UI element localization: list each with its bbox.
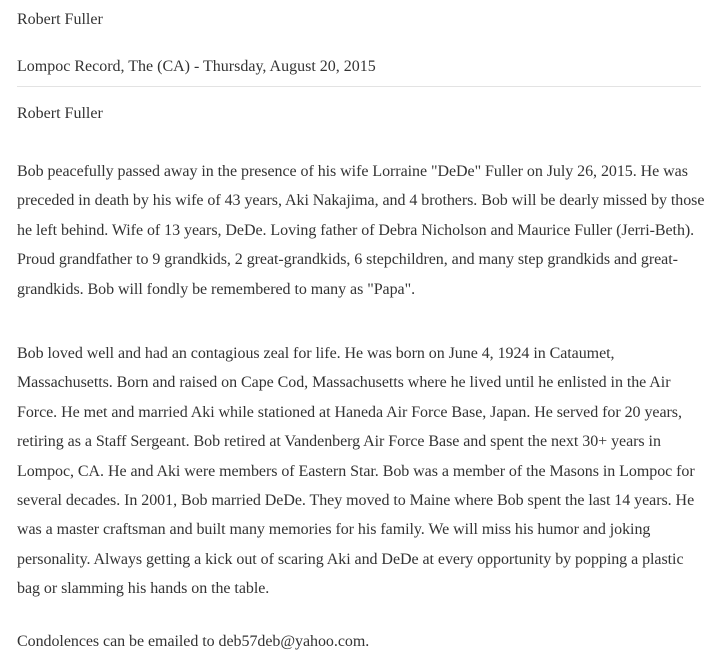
divider [17, 86, 701, 87]
source-line: Lompoc Record, The (CA) - Thursday, August 20, 2015 [17, 58, 376, 75]
article-name: Robert Fuller [17, 105, 103, 122]
paragraph-3: Condolences can be emailed to deb57deb@yahoo.com. [17, 633, 370, 650]
paragraph-2: Bob loved well and had an contagious zeal for life. He was born on June 4, 1924 in Cataumet, Massachusetts. Born and raised on Cape Cod, Massachusetts where he lived until he enlisted in the Air Force. He met and married Aki while stationed at Haneda Air Force Base, Japan. He served for 20 years, retiring as a Staff Sergeant. Bob retired at Vandenberg Air Force Base and spent the next 30+ years in Lompoc, CA. He and Aki were members of Eastern Star. Bob was a member of the Masons in Lompoc for several decades. In 2001, Bob married DeDe. They moved to Maine where Bob spent the last 14 years. He was a master craftsman and built many memories for his family. We will miss his humor and joking personality. Always getting a kick out of scaring Aki and DeDe at every opportunity by popping a plastic bag or slamming his hands on the table. [17, 345, 695, 598]
header-title: Robert Fuller [17, 11, 103, 28]
paragraph-1: Bob peacefully passed away in the presence of his wife Lorraine "DeDe" Fuller on July 26, 2015. He was preceded in death by his wife of 43 years, Aki Nakajima, and 4 brothers. Bob will be dearly missed by those he left behind. Wife of 13 years, DeDe. Loving father of Debra Nicholson and Maurice Fuller (Jerri-Beth). Proud grandfather to 9 grandkids, 2 great-grandkids, 6 stepchildren, and many step grandkids and great-grandkids. Bob will fondly be remembered to many as "Papa". [17, 163, 705, 298]
